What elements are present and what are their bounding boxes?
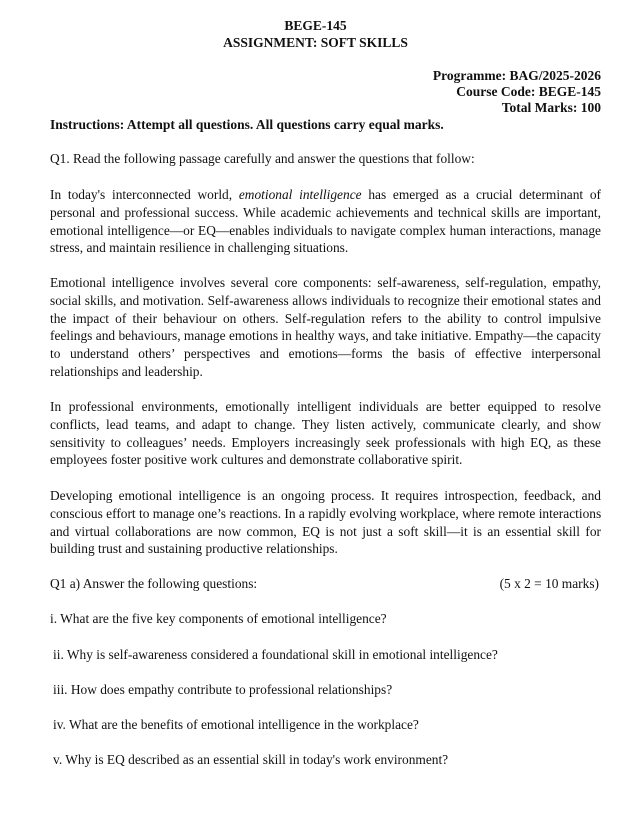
instructions: Instructions: Attempt all questions. All questions carry equal marks. xyxy=(50,117,444,132)
passage-line: employees foster positive work cultures and demonstrate collaborative spirit. xyxy=(50,452,463,468)
passage-paragraph-1 xyxy=(50,186,601,257)
passage-line: the impact of their behaviour on others. Self-regulation refers to the ability to control impulsive xyxy=(50,310,601,326)
course-code-label: Course Code: BEGE-145 xyxy=(456,84,601,99)
question-iv: iv. What are the benefits of emotional intelligence in the workplace? xyxy=(53,717,419,732)
q1a-marks: (5 x 2 = 10 marks) xyxy=(499,576,599,591)
emphasis-term: emotional intelligence xyxy=(238,187,362,202)
passage-line: Emotional intelligence involves several core components: self-awareness, self-regulation, empathy, xyxy=(50,275,601,290)
q1a-label: Q1 a) Answer the following questions: xyxy=(50,576,258,591)
passage-line: feelings and behaviours, manage emotions in healthy ways, and take initiative. Empathy—the capacity xyxy=(50,328,601,344)
passage-line: In professional environments, emotionally intelligent individuals are better equipped to resolve xyxy=(50,399,601,414)
passage-line: personal and professional success. While academic achievements and technical skills are important, xyxy=(50,204,601,220)
total-marks-label: Total Marks: 100 xyxy=(501,100,601,115)
passage-line: relationships and leadership. xyxy=(50,363,203,379)
question-i: i. What are the five key components of emotional intelligence? xyxy=(50,611,387,626)
passage-paragraph-3 xyxy=(50,398,601,469)
passage-line: conflicts, lead teams, and adapt to change. They listen actively, communicate clearly, and show xyxy=(50,416,601,432)
text: In today's interconnected world, xyxy=(50,187,233,202)
passage-line: conscious effort to manage one’s reactions. In a rapidly evolving workplace, where remote interactions xyxy=(50,505,602,521)
question-ii: ii. Why is self-awareness considered a foundational skill in emotional intelligence? xyxy=(53,647,498,662)
question-iii: iii. How does empathy contribute to professional relationships? xyxy=(53,682,393,697)
passage-line: building trust and sustaining productive relationships. xyxy=(50,541,338,557)
text: has emerged as a crucial determinant of xyxy=(368,187,601,202)
q1-prompt: Q1. Read the following passage carefully and answer the questions that follow: xyxy=(50,151,475,166)
passage-line: to understand others’ perspectives and emotions—forms the basis of effective interpersonal xyxy=(50,346,601,362)
passage-line: sensitivity to colleagues’ needs. Employers increasingly seek professionals with high EQ, as these xyxy=(50,434,601,450)
passage-line xyxy=(50,186,601,204)
passage-line: stress, and maintain resilience in challenging situations. xyxy=(50,240,349,256)
passage-line: and virtual collaborations are now common, EQ is not just a soft skill—it is an essential skill for xyxy=(50,523,601,539)
passage-line: emotional intelligence—or EQ—enables individuals to navigate complex human interactions, manage xyxy=(50,222,601,238)
passage-paragraph-4 xyxy=(50,487,601,558)
course-code-title: BEGE-145 xyxy=(284,18,347,33)
passage-paragraph-2 xyxy=(50,274,601,381)
passage-line: Developing emotional intelligence is an ongoing process. It requires introspection, feedback, and xyxy=(50,488,601,503)
passage-line: social skills, and motivation. Self-awareness allows individuals to recognize their emotional states and xyxy=(50,292,601,308)
programme-label: Programme: BAG/2025-2026 xyxy=(432,68,601,83)
assignment-title: ASSIGNMENT: SOFT SKILLS xyxy=(223,35,408,50)
question-v: v. Why is EQ described as an essential skill in today's work environment? xyxy=(53,752,449,767)
